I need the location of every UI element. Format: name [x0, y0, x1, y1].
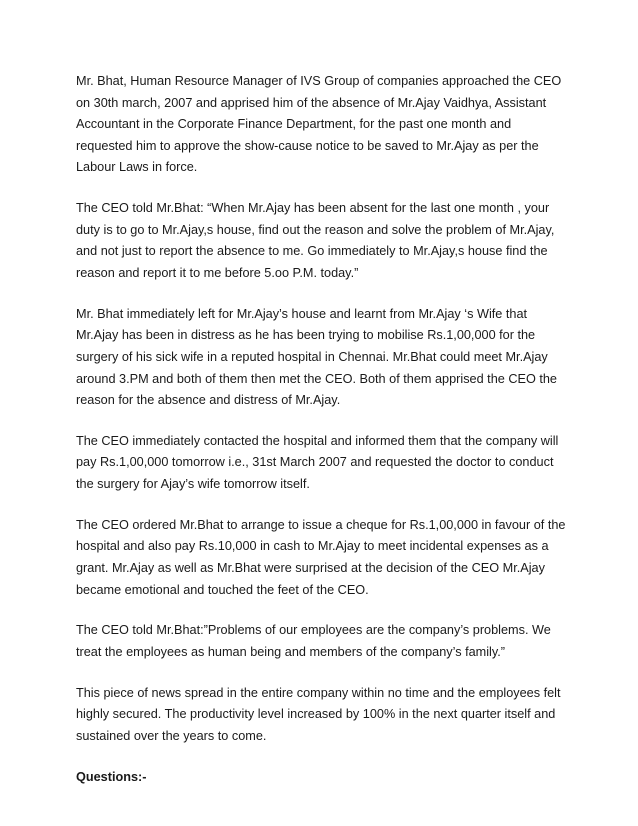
text-line: Mr.Ajay has been in distress as he has been trying to mobilise Rs.1,00,000 for the	[76, 328, 536, 343]
paragraph-bhat-visit	[76, 304, 566, 412]
text-line: The CEO told Mr.Bhat: “When Mr.Ajay has been absent for the last one month , your	[76, 201, 550, 216]
text-line: duty is to go to Mr.Ajay,s house, find out the reason and solve the problem of Mr.Ajay,	[76, 222, 555, 237]
paragraph-ceo-quote	[76, 620, 566, 663]
document-body	[76, 71, 566, 788]
text-line: requested him to approve the show-cause notice to be saved to Mr.Ajay as per the	[76, 138, 539, 153]
text-line: The CEO ordered Mr.Bhat to arrange to issue a cheque for Rs.1,00,000 in favour of the	[76, 517, 566, 532]
paragraph-ceo-instruction	[76, 198, 566, 284]
text-line: reason and report it to me before 5.oo P.M. today.”	[76, 265, 359, 280]
text-line: reason for the absence and distress of Mr.Ajay.	[76, 393, 341, 408]
text-line: Accountant in the Corporate Finance Department, for the past one month and	[76, 117, 512, 132]
text-line: treat the employees as human being and members of the company’s family.”	[76, 645, 506, 659]
paragraph-hospital-contact	[76, 431, 566, 496]
paragraph-cheque-order	[76, 515, 566, 601]
paragraph-outcome	[76, 683, 566, 748]
text-line: became emotional and touched the feet of the CEO.	[76, 582, 369, 597]
text-line: Labour Laws in force.	[76, 160, 198, 175]
text-line: pay Rs.1,00,000 tomorrow i.e., 31st March 2007 and requested the doctor to conduct	[76, 455, 554, 470]
text-line: highly secured. The productivity level increased by 100% in the next quarter itself and	[76, 707, 556, 722]
text-line: the surgery for Ajay’s wife tomorrow itself.	[76, 477, 310, 492]
text-line: The CEO immediately contacted the hospital and informed them that the company will	[76, 433, 559, 448]
paragraph-intro	[76, 71, 566, 179]
text-line: on 30th march, 2007 and apprised him of the absence of Mr.Ajay Vaidhya, Assistant	[76, 95, 547, 110]
text-line: surgery of his sick wife in a reputed hospital in Chennai. Mr.Bhat could meet Mr.Ajay	[76, 349, 548, 364]
text-line: around 3.PM and both of them then met the CEO. Both of them apprised the CEO the	[76, 371, 557, 386]
text-line: The CEO told Mr.Bhat:”Problems of our employees are the company’s problems. We	[76, 623, 551, 638]
text-line: This piece of news spread in the entire company within no time and the employees felt	[76, 685, 561, 700]
text-line: Mr. Bhat immediately left for Mr.Ajay’s house and learnt from Mr.Ajay ‘s Wife that	[76, 306, 528, 321]
text-line: and not just to report the absence to me. Go immediately to Mr.Ajay,s house find the	[76, 244, 548, 259]
text-line: sustained over the years to come.	[76, 728, 267, 743]
text-line: hospital and also pay Rs.10,000 in cash to Mr.Ajay to meet incidental expenses as a	[76, 539, 549, 554]
questions-heading: Questions:-	[76, 769, 147, 784]
text-line: grant. Mr.Ajay as well as Mr.Bhat were surprised at the decision of the CEO Mr.Ajay	[76, 561, 545, 576]
text-line: Mr. Bhat, Human Resource Manager of IVS Group of companies approached the CEO	[76, 74, 562, 88]
